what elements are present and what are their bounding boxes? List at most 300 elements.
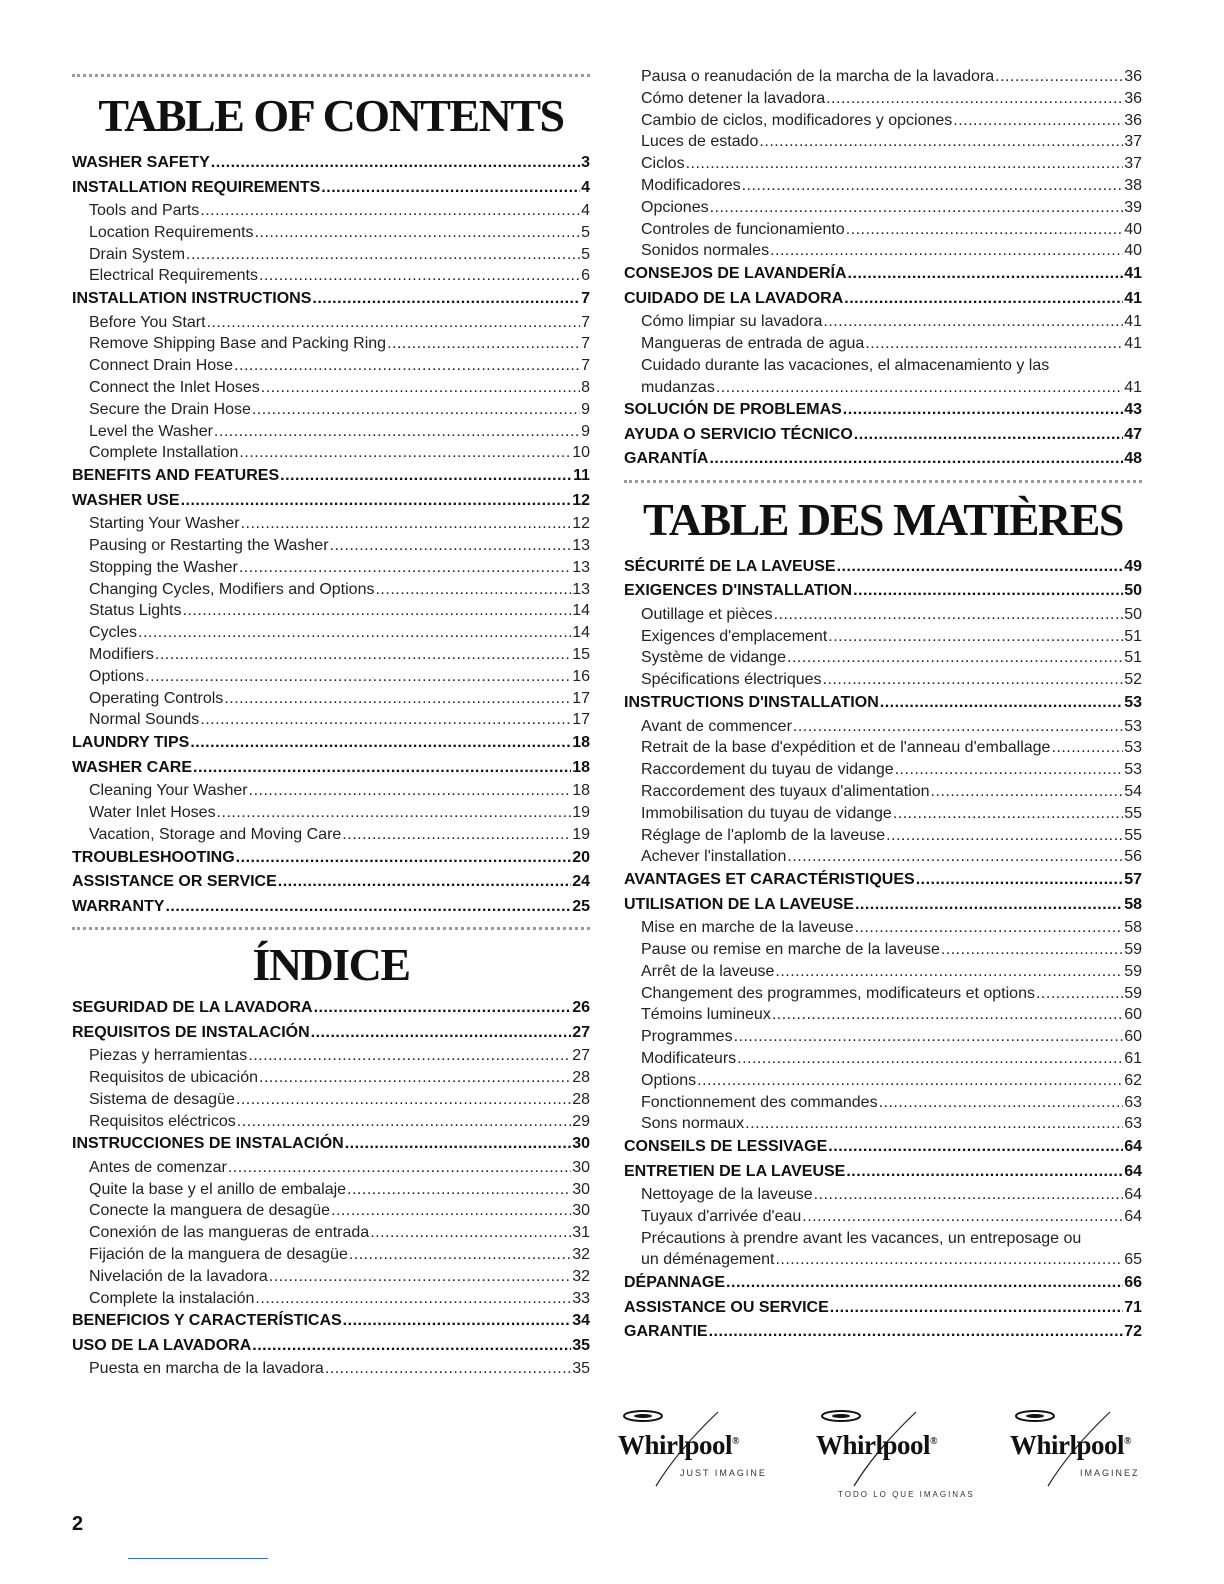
- logo-wordmark: Whirlpool®: [618, 1430, 740, 1460]
- toc-entry-title: CUIDADO DE LA LAVADORA: [624, 289, 844, 307]
- toc-subentry: [72, 802, 590, 824]
- toc-subentry: [624, 131, 1142, 153]
- dot-leader: [259, 267, 580, 283]
- toc-page-number: 62: [1124, 1071, 1142, 1089]
- toc-page-number: 37: [1124, 133, 1142, 151]
- toc-entry-title: Immobilisation du tuyau de vidange: [641, 804, 892, 822]
- toc-section-entry: [624, 398, 1142, 423]
- toc-page-number: 30: [572, 1158, 590, 1176]
- dot-leader: [879, 1093, 1124, 1109]
- toc-subentry: [624, 153, 1142, 175]
- toc-entry-title: WASHER SAFETY: [72, 154, 210, 171]
- toc-entry-title: Drain System: [89, 245, 186, 263]
- toc-subentry: [624, 939, 1142, 961]
- toc-page-number: 39: [1124, 198, 1142, 216]
- toc-subentry: [624, 88, 1142, 110]
- dot-leader: [814, 1186, 1124, 1202]
- registered-mark: ®: [1124, 1436, 1132, 1447]
- dot-leader: [865, 335, 1123, 351]
- toc-entry-title: Conexión de las mangueras de entrada: [89, 1224, 370, 1242]
- toc-subentry: [72, 1179, 590, 1201]
- toc-page-number: 57: [1124, 871, 1142, 889]
- toc-page-number: 36: [1124, 111, 1142, 129]
- dot-leader: [828, 1140, 1123, 1156]
- toc-subentry: [72, 442, 590, 464]
- toc-subentry: [624, 1249, 1142, 1271]
- toc-subentry: [624, 1206, 1142, 1228]
- toc-entry-title: Requisitos eléctricos: [89, 1112, 236, 1130]
- toc-page-number: 16: [572, 667, 590, 685]
- toc-entry-title: Changing Cycles, Modifiers and Options: [89, 580, 375, 598]
- dot-leader: [236, 850, 572, 866]
- toc-entry-title: INSTALLATION REQUIREMENTS: [72, 178, 321, 196]
- dot-leader: [734, 1028, 1124, 1044]
- toc-entry-title: Mise en marche de la laveuse: [641, 919, 854, 937]
- toc-page-number: 64: [1124, 1138, 1142, 1156]
- toc-page-number: 30: [572, 1202, 590, 1220]
- toc-entry-title: mudanzas: [641, 378, 715, 396]
- toc-entry-title: Raccordement du tuyau de vidange: [641, 761, 894, 779]
- toc-entry-title: Achever l'installation: [641, 848, 787, 866]
- toc-entry-title: Avant de commencer: [641, 717, 792, 735]
- toc-subentry: [72, 709, 590, 731]
- toc-entry-title: Fijación de la manguera de desagüe: [89, 1246, 348, 1263]
- toc-subentry: [72, 535, 590, 557]
- whirlpool-logo-spanish: [816, 1410, 966, 1492]
- toc-entry-title: Connect the Inlet Hoses: [89, 379, 260, 397]
- toc-subentry: [624, 917, 1142, 939]
- toc-subentry: [72, 600, 590, 622]
- toc-entry-title: Electrical Requirements: [89, 267, 258, 285]
- toc-entry-title: Sonidos normales: [641, 242, 770, 260]
- dot-leader: [145, 668, 571, 684]
- toc-entry-title: Water Inlet Hoses: [89, 804, 216, 822]
- toc-page-number: 32: [572, 1267, 590, 1285]
- toc-page-number: 4: [581, 178, 590, 196]
- toc-subentry: [624, 737, 1142, 759]
- toc-subentry: [624, 781, 1142, 803]
- toc-page-number: 54: [1124, 782, 1142, 800]
- toc-page-number: 53: [1124, 694, 1142, 712]
- toc-subentry: [72, 1045, 590, 1067]
- toc-entry-title: Cycles: [89, 624, 138, 642]
- toc-entry-title: ENTRETIEN DE LA LAVEUSE: [624, 1162, 846, 1180]
- toc-page-number: 43: [1124, 401, 1142, 419]
- toc-entry-title: REQUISITOS DE INSTALACIÓN: [72, 1023, 310, 1041]
- toc-entry-title: WARRANTY: [72, 897, 165, 915]
- dot-leader: [211, 156, 580, 172]
- toc-page-number: 63: [1124, 1115, 1142, 1133]
- toc-subentry: [72, 824, 590, 846]
- toc-page-number: 13: [572, 558, 590, 576]
- toc-page-number: 13: [572, 580, 590, 598]
- dot-leader: [855, 897, 1123, 913]
- toc-page-number: 30: [572, 1135, 590, 1153]
- dot-leader: [347, 1180, 571, 1196]
- dot-leader: [830, 1300, 1123, 1316]
- toc-subentry: [72, 579, 590, 601]
- toc-page-number: 35: [572, 1336, 590, 1354]
- toc-entry-title: TROUBLESHOOTING: [72, 848, 235, 866]
- toc-subentry: [624, 110, 1142, 132]
- toc-subentry: [72, 333, 590, 355]
- toc-subentry: [72, 622, 590, 644]
- toc-page-number: 53: [1124, 717, 1142, 735]
- toc-page-number: 41: [1124, 378, 1142, 396]
- dot-leader: [828, 627, 1123, 643]
- dot-leader: [248, 1047, 571, 1063]
- toc-entry-title: Operating Controls: [89, 689, 224, 707]
- toc-page-number: 25: [572, 897, 590, 915]
- toc-page-number: 66: [1124, 1274, 1142, 1292]
- dot-leader: [716, 378, 1123, 394]
- toc-page-number: 36: [1124, 89, 1142, 107]
- toc-entry-title: BENEFICIOS Y CARACTERÍSTICAS: [72, 1312, 342, 1330]
- toc-page-number: 13: [572, 537, 590, 555]
- dot-leader: [893, 805, 1123, 821]
- toc-entry-title: Raccordement des tuyaux d'alimentation: [641, 782, 930, 800]
- dot-leader: [370, 1224, 571, 1240]
- toc-page-number: 37: [1124, 155, 1142, 173]
- toc-page-number: 29: [572, 1112, 590, 1130]
- toc-page-number: 26: [572, 999, 590, 1017]
- dotted-divider: [624, 480, 1142, 483]
- toc-subentry: [72, 644, 590, 666]
- dot-leader: [880, 696, 1123, 712]
- toc-entry-title: INSTRUCTIONS D'INSTALLATION: [624, 694, 879, 712]
- dot-leader: [697, 1072, 1123, 1088]
- dot-leader: [259, 1069, 571, 1085]
- dot-leader: [709, 452, 1123, 468]
- toc-subentry: [72, 1288, 590, 1310]
- toc-entry-title: Retrait de la base d'expédition et de l'anneau d'emballage: [641, 739, 1051, 757]
- toc-section-entry: [72, 996, 590, 1021]
- toc-page-number: 7: [581, 313, 590, 331]
- toc-page-number: 51: [1124, 627, 1142, 645]
- toc-entry-title: Luces de estado: [641, 133, 759, 151]
- toc-page-number: 14: [572, 602, 590, 620]
- toc-entry-title: Starting Your Washer: [89, 515, 240, 533]
- toc-section-entry: [72, 870, 590, 895]
- dot-leader: [181, 493, 572, 509]
- dot-leader: [190, 736, 571, 752]
- registered-mark: ®: [732, 1436, 740, 1447]
- toc-page-number: 11: [573, 467, 590, 485]
- toc-subentry: [72, 355, 590, 377]
- page-number: 2: [72, 1513, 84, 1535]
- toc-subentry: [624, 647, 1142, 669]
- toc-entry-title: Options: [89, 667, 145, 685]
- toc-section-entry: [72, 756, 590, 781]
- toc-page-number: 58: [1124, 919, 1142, 937]
- toc-section-entry: [624, 287, 1142, 312]
- toc-page-number: 12: [572, 491, 590, 509]
- dot-leader: [269, 1268, 571, 1284]
- dot-leader: [239, 444, 571, 460]
- toc-entry-title: Controles de funcionamiento: [641, 220, 845, 238]
- toc-section-entry: [72, 1021, 590, 1046]
- whirlpool-logo-english: [618, 1410, 768, 1492]
- toc-page-number: 36: [1124, 68, 1142, 85]
- left-column: [72, 0, 590, 1380]
- dot-leader: [249, 782, 572, 798]
- toc-subentry: [72, 421, 590, 443]
- dot-leader: [837, 559, 1124, 575]
- toc-entry-title: Témoins lumineux: [641, 1006, 771, 1024]
- toc-section-entry: [72, 895, 590, 920]
- toc-subentry: [624, 1004, 1142, 1026]
- toc-subentry: [624, 669, 1142, 691]
- toc-subentry: [72, 222, 590, 244]
- toc-page-number: 24: [572, 873, 590, 891]
- toc-entry-title: Cleaning Your Washer: [89, 782, 248, 800]
- dot-leader: [775, 963, 1123, 979]
- toc-page-number: 18: [572, 734, 590, 752]
- toc-page-number: 3: [581, 154, 590, 171]
- dot-leader: [183, 602, 572, 618]
- toc-entry-title: Outillage et pièces: [641, 605, 773, 623]
- toc-entry-wrapped-line: Précautions à prendre avant les vacances, un entreposage ou: [641, 1229, 1082, 1247]
- toc-entry-title: Changement des programmes, modificateurs et options: [641, 984, 1035, 1002]
- toc-entry-title: GARANTÍA: [624, 450, 709, 468]
- toc-subentry: [624, 846, 1142, 868]
- toc-subentry: [624, 1048, 1142, 1070]
- toc-entry-title: Requisitos de ubicación: [89, 1068, 258, 1086]
- toc-page-number: 64: [1124, 1162, 1142, 1180]
- dot-leader: [217, 804, 572, 820]
- toc-section-entry: [72, 464, 590, 489]
- toc-page-number: 51: [1124, 649, 1142, 667]
- toc-entry-title: USO DE LA LAVADORA: [72, 1336, 252, 1354]
- toc-section-entry: [72, 731, 590, 756]
- toc-section-entry: [624, 868, 1142, 893]
- dot-leader: [342, 826, 571, 842]
- dot-leader: [742, 177, 1124, 193]
- logo-wordmark: Whirlpool®: [816, 1430, 938, 1460]
- right-column: [624, 0, 1142, 1345]
- toc-entry-title: Spécifications électriques: [641, 671, 822, 689]
- toc-entry-title: Remove Shipping Base and Packing Ring: [89, 335, 387, 353]
- toc-entry-title: Arrêt de la laveuse: [641, 962, 775, 980]
- toc-subentry: [72, 666, 590, 688]
- toc-page-number: 17: [572, 711, 590, 729]
- toc-subentry: [624, 240, 1142, 262]
- dot-leader: [686, 155, 1124, 171]
- toc-subentry: [72, 1089, 590, 1111]
- toc-page-number: 52: [1124, 671, 1142, 689]
- toc-page-number: 10: [572, 444, 590, 462]
- toc-page-number: 53: [1124, 761, 1142, 779]
- toc-page-number: 38: [1124, 176, 1142, 194]
- toc-section-entry: [72, 151, 590, 176]
- dot-leader: [995, 68, 1123, 84]
- logo-row: [618, 1410, 1148, 1510]
- dot-leader: [200, 202, 580, 218]
- toc-section-entry: [624, 1135, 1142, 1160]
- toc-entry-title: Quite la base y el anillo de embalaje: [89, 1180, 347, 1198]
- toc-page-number: 55: [1124, 826, 1142, 844]
- toc-page-number: 14: [572, 624, 590, 642]
- toc-section-entry: [72, 1334, 590, 1359]
- toc-entry-title: Normal Sounds: [89, 711, 200, 729]
- toc-entry-title: Complete la instalación: [89, 1289, 255, 1307]
- toc-entry-title: Stopping the Washer: [89, 558, 238, 576]
- toc-entry-title: BENEFITS AND FEATURES: [72, 467, 280, 485]
- dot-leader: [349, 1246, 571, 1262]
- toc-subentry: [624, 197, 1142, 219]
- toc-entry-title: Antes de comenzar: [89, 1158, 227, 1176]
- toc-page-number: 40: [1124, 220, 1142, 238]
- toc-page-number: 64: [1124, 1186, 1142, 1204]
- toc-entry-title: Complete Installation: [89, 444, 239, 462]
- toc-entry-title: Puesta en marcha de la lavadora: [89, 1360, 324, 1378]
- dotted-divider: [72, 74, 590, 77]
- toc-subentry: [624, 825, 1142, 847]
- registered-mark: ®: [930, 1436, 938, 1447]
- dot-leader: [854, 427, 1123, 443]
- toc-entry-title: Cambio de ciclos, modificadores y opciones: [641, 111, 953, 129]
- dot-leader: [252, 401, 580, 417]
- toc-entry-title: Sistema de desagüe: [89, 1090, 235, 1108]
- toc-page-number: 55: [1124, 804, 1142, 822]
- toc-entry-title: UTILISATION DE LA LAVEUSE: [624, 895, 854, 913]
- toc-page-number: 35: [572, 1360, 590, 1378]
- toc-section-entry: [624, 1296, 1142, 1321]
- dot-leader: [138, 624, 571, 640]
- dot-leader: [770, 242, 1123, 258]
- toc-entry-title: Réglage de l'aplomb de la laveuse: [641, 826, 886, 844]
- toc-subentry: [72, 780, 590, 802]
- toc-page-number: 72: [1124, 1323, 1142, 1341]
- toc-subentry: [72, 244, 590, 266]
- toc-page-number: 40: [1124, 242, 1142, 260]
- toc-entry-title: Pause ou remise en marche de la laveuse: [641, 940, 940, 958]
- toc-entry-title: Modificadores: [641, 176, 741, 194]
- dot-leader: [155, 646, 571, 662]
- toc-entry-title: Sons normaux: [641, 1115, 745, 1133]
- column-top-spacer: [624, 0, 1142, 66]
- toc-entry-title: Before You Start: [89, 313, 206, 331]
- toc-page-number: 59: [1124, 984, 1142, 1002]
- toc-entry-title: INSTALLATION INSTRUCTIONS: [72, 290, 312, 308]
- toc-section-entry: [72, 176, 590, 201]
- toc-entry-title: Pausing or Restarting the Washer: [89, 537, 329, 555]
- section-heading: ÍNDICE: [252, 939, 410, 991]
- toc-section-entry: [624, 1160, 1142, 1185]
- toc-section-entry: [624, 1320, 1142, 1345]
- toc-page-number: 5: [581, 245, 590, 263]
- toc-entry-title: Cómo limpiar su lavadora: [641, 313, 823, 331]
- toc-page-number: 48: [1124, 450, 1142, 468]
- dot-leader: [823, 313, 1123, 329]
- toc-page-number: 5: [581, 223, 590, 241]
- toc-subentry: [72, 1222, 590, 1244]
- toc-page-number: 28: [572, 1090, 590, 1108]
- toc-entry-title: Conecte la manguera de desagüe: [89, 1202, 331, 1220]
- toc-page-number: 53: [1124, 739, 1142, 757]
- toc-entry-title: Cómo detener la lavadora: [641, 89, 826, 107]
- dot-leader: [759, 133, 1123, 149]
- toc-page-number: 41: [1124, 334, 1142, 352]
- dot-leader: [745, 1115, 1123, 1131]
- dot-leader: [255, 224, 581, 240]
- toc-entry-title: Secure the Drain Hose: [89, 400, 251, 418]
- logo-wordmark: Whirlpool®: [1010, 1430, 1132, 1460]
- dot-leader: [775, 1251, 1123, 1267]
- toc-subentry: [72, 688, 590, 710]
- toc-subentry: [624, 1113, 1142, 1135]
- dot-leader: [165, 899, 571, 915]
- toc-subentry: [624, 1026, 1142, 1048]
- dot-leader: [278, 875, 571, 891]
- toc-subentry: [72, 265, 590, 287]
- dot-leader: [793, 717, 1123, 733]
- dot-leader: [228, 1159, 571, 1175]
- dot-leader: [846, 220, 1124, 236]
- dot-leader: [802, 1208, 1123, 1224]
- dot-leader: [953, 111, 1123, 127]
- toc-subentry: [624, 219, 1142, 241]
- toc-subentry: [72, 513, 590, 535]
- toc-entry-title: WASHER USE: [72, 491, 180, 509]
- toc-page-number: 12: [572, 515, 590, 533]
- toc-page-number: 28: [572, 1068, 590, 1086]
- toc-page-number: 41: [1124, 289, 1142, 307]
- toc-section-entry: [72, 846, 590, 871]
- toc-page-number: 30: [572, 1180, 590, 1198]
- toc-page-number: 60: [1124, 1006, 1142, 1024]
- toc-entry-title: WASHER CARE: [72, 758, 193, 776]
- toc-page-number: 7: [581, 335, 590, 353]
- toc-entry-title: Tools and Parts: [89, 202, 200, 219]
- toc-entry-title: Nettoyage de la laveuse: [641, 1186, 813, 1204]
- toc-entry-title: Tuyaux d'arrivée d'eau: [641, 1207, 802, 1225]
- dot-leader: [726, 1276, 1123, 1292]
- dot-leader: [224, 689, 571, 705]
- toc-page-number: 61: [1124, 1049, 1142, 1067]
- dot-leader: [886, 826, 1123, 842]
- toc-entry-title: SEGURIDAD DE LA LAVADORA: [72, 999, 313, 1017]
- logo-tagline: IMAGINEZ: [1080, 1468, 1140, 1478]
- toc-section-entry: [624, 262, 1142, 287]
- toc-page-number: 6: [581, 267, 590, 285]
- toc-entry-title: Fonctionnement des commandes: [641, 1093, 878, 1111]
- toc-entry-title: SOLUCIÓN DE PROBLEMAS: [624, 401, 842, 419]
- toc-subentry: [624, 311, 1142, 333]
- toc-entry-title: CONSEJOS DE LAVANDERÍA: [624, 265, 847, 283]
- toc-subentry: [72, 399, 590, 421]
- toc-entry-title: un déménagement: [641, 1251, 775, 1269]
- toc-entry-title: Location Requirements: [89, 223, 254, 241]
- toc-subentry: [72, 200, 590, 222]
- toc-entry-title: Status Lights: [89, 602, 182, 620]
- dot-leader: [236, 1091, 571, 1107]
- toc-entry-title: Système de vidange: [641, 649, 786, 667]
- toc-page-number: 49: [1124, 557, 1142, 575]
- toc-subentry: [72, 312, 590, 334]
- toc-entry-title: AVANTAGES ET CARACTÉRISTIQUES: [624, 871, 915, 889]
- toc-page-number: 71: [1124, 1298, 1142, 1316]
- dot-leader: [855, 919, 1124, 935]
- toc-subentry: [624, 377, 1142, 399]
- toc-page-number: 19: [572, 825, 590, 843]
- toc-subentry: [72, 1358, 590, 1380]
- toc-page-number: 17: [572, 689, 590, 707]
- toc-page-number: 4: [581, 202, 590, 219]
- dot-leader: [261, 379, 580, 395]
- dotted-divider: [72, 927, 590, 930]
- toc-page-number: 64: [1124, 1207, 1142, 1225]
